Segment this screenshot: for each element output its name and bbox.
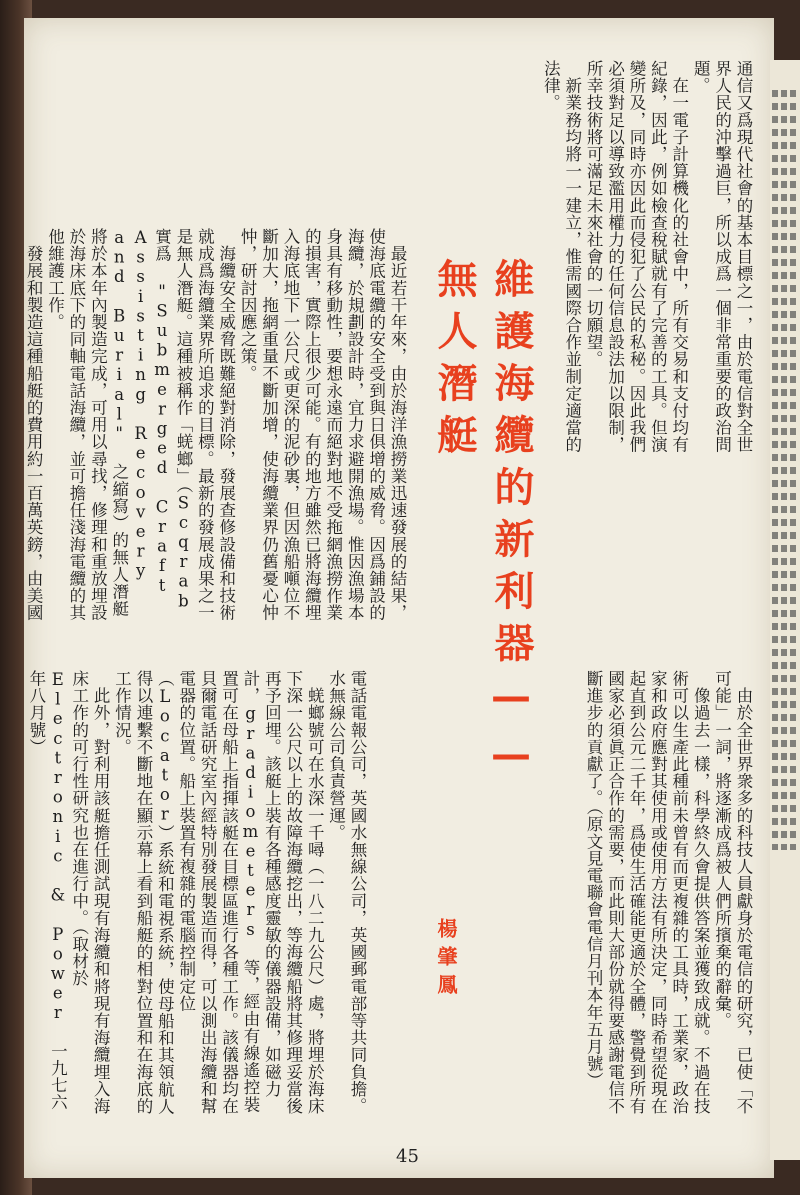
article-body-bottom-text: 電話電報公司，英國水無線公司，英國郵電部等共同負擔。水無線公司負責營運。 蜣螂號可在水深一千噚（一八二九公尺）處，將埋於海床下深一公尺以上的故障海纜挖出，等海纜船將其修理妥當後再予回埋。該艇上裝有各種感度靈敏的儀器設備，如磁力計，gradiometers 等，經由有線遙控裝置可在母船上指揮該艇在目標區進行各種工作。該儀器均在貝爾電話研究室內經特別發展製造而得，可以測出海纜和幫電器的位置。船上裝置有複雜的電腦控制定位（Locator）系統和電視系統，使母船和其領航人得以連繫不斷地在顯示幕上看到船艇的相對位置和在海底的工作情況。 此外，對利用該艇擔任測試現有海纜和將現有海纜埋入海床工作的可行性研究也在進行中。（取材於 Electronic & Power 一九七六年八月號） [26, 670, 367, 1115]
next-page-edge [770, 60, 800, 1160]
previous-article-bottom-text: 由於全世界衆多的科技人員獻身於電信的研究，已使「不可能」一詞，將逐漸成爲被人們所擯棄的辭彙。 像過去一樣，科學終久會提供答案並獲致成就。不過在技術可以生產此種前未曾有而更複雜的工具時，工業家，政治家和政府應對其使用或使用方法有所決定，同時希望從現在起直到公元二千年，爲使生活確能更適於全體，警覺到所有國家必須眞正合作的需要，而此則大部份就得要感謝電信不斷進步的貢獻了。（原文見電聯會電信月刊本年五月號） [584, 670, 753, 1115]
article-body-top-text: 最近若干年來，由於海洋漁撈業迅速發展的結果，使海底電纜的安全受到與日俱增的威脅。因爲鋪設的海纜，於規劃設計時，宜力求避開漁場。惟因漁場本身具有移動性，要想永遠而絕對地不受拖網漁撈作業的損害，實際上很少可能。有的地方雖然已將海纜埋入海底地下一公尺或更深的泥砂裏，但因漁船噸位不斷加大，拖網重量不斷加增，使海纜業界仍舊憂心忡忡，研討因應之策。 海纜安全威脅既難絕對消除，發展查修設備和技術就成爲海纜業界所追求的目標。最新的發展成果之一是無人潛艇。這種被稱作「蜣螂」（Scqrab 實爲 "Submerged Craft Assisting Recovery and Burial" 之縮寫）的無人潛艇將於本年內製造完成，可用以尋找，修理和重放埋設於海床底下的同軸電話海纜，並可擔任淺海電纜的其他維護工作。 發展和製造這種船艇的費用約一百萬英鎊，由美國 [24, 228, 407, 622]
previous-article-top-text: 通信又爲現代社會的基本目標之一，由於電信對全世界人民的沖擊過巨，所以成爲一個非常重要的政治問題。 在一電子計算機化的社會中，所有交易和支付均有紀錄，因此，例如檢查稅賦就有了完善的工具。但演變所及，同時亦因此而侵犯了公民的私秘。因此我們必須對足以導致濫用權力的任何信息設法加以限制，所幸技術將可滿足未來社會的一切願望。 新業務均將一一建立，惟需國際合作並制定適當的法律。 [541, 60, 753, 454]
book-page [24, 18, 774, 1178]
article-title: 維護海纜的新利器——無人潛艇 [431, 258, 534, 790]
page-number: 45 [396, 1146, 419, 1167]
article-author: 楊肇鳳 [434, 918, 458, 1002]
